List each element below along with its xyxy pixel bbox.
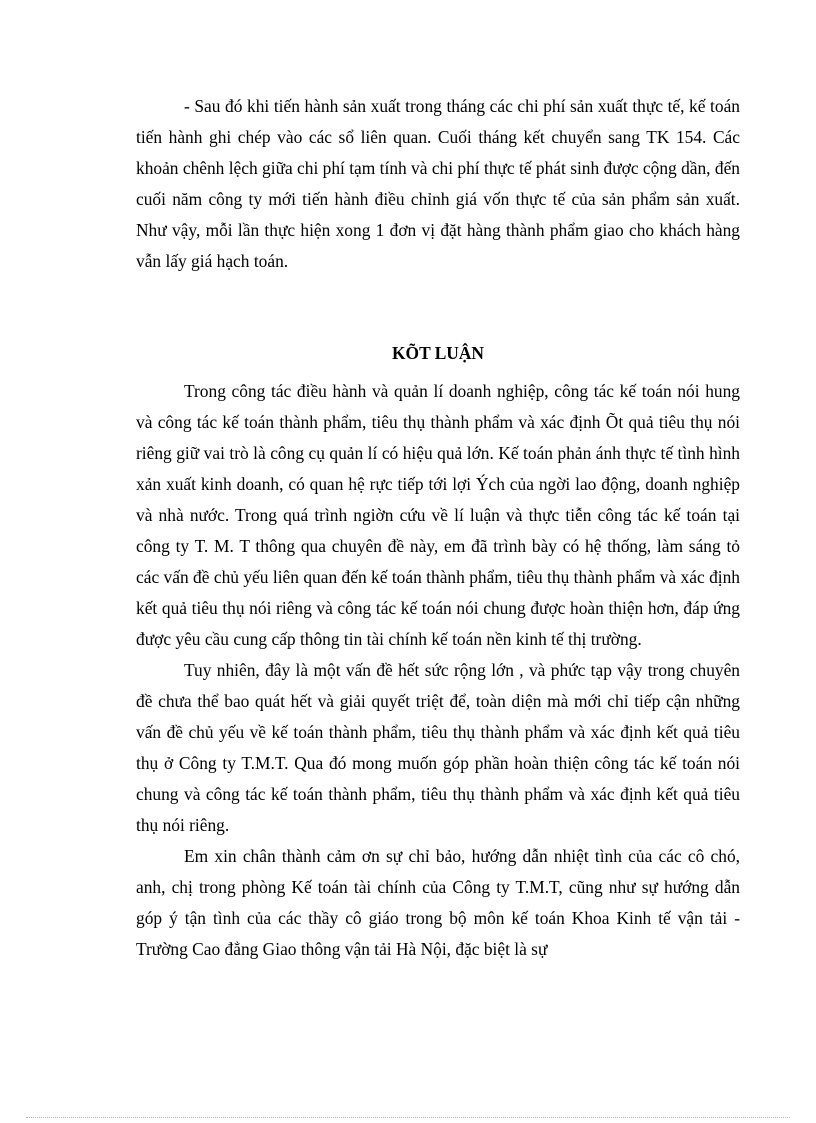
intro-paragraph: - Sau đó khi tiến hành sản xuất trong tháng các chi phí sản xuất thực tế, kế toán tiến hành ghi chép vào các sổ liên quan. Cuối tháng kết chuyển sang TK 154. Các khoản chênh lệch giữa chi phí tạm tính và chi phí thực tế phát sinh được cộng dần, đến cuối năm công ty mới tiến hành điều chỉnh giá vốn thực tế của sản phẩm sản xuất. Như vậy, mỗi lần thực hiện xong 1 đơn vị đặt hàng thành phẩm giao cho khách hàng vẫn lấy giá hạch toán. [136, 96, 740, 271]
conclusion-paragraph-1: Trong công tác điều hành và quản lí doanh nghiệp, công tác kế toán nói hung và công tác kế toán thành phẩm, tiêu thụ thành phẩm và xác định Õt quả tiêu thụ nói riêng giữ vai trò là công cụ quản lí có hiệu quả lớn. Kế toán phản ánh thực tế tình hình xản xuất kinh doanh, có quan hệ rực tiếp tới lợi Ých của ngời lao động, doanh nghiệp và nhà nước. Trong quá trình ngiờn cứu về lí luận và thực tiễn công tác kế toán tại công ty T. M. T thông qua chuyên đề này, em đã trình bày có hệ thống, làm sáng tỏ các vấn đề chủ yếu liên quan đến kế toán thành phẩm, tiêu thụ thành phẩm và xác định kết quả tiêu thụ nói riêng và công tác kế toán nói chung được hoàn thiện hơn, đáp ứng được yêu cầu cung cấp thông tin tài chính kế toán nền kinh tế thị trường. [136, 381, 740, 649]
conclusion-paragraph-3: Em xin chân thành cảm ơn sự chỉ bảo, hướng dẫn nhiệt tình của các cô chó, anh, chị trong phòng Kế toán tài chính của Công ty T.M.T, cũng như sự hướng dẫn góp ý tận tình của các thầy cô giáo trong bộ môn kế toán Khoa Kinh tế vận tải - Trường Cao đẳng Giao thông vận tải Hà Nội, đặc biệt là sự [136, 846, 740, 959]
page-bottom-divider [26, 1117, 790, 1118]
conclusion-body [136, 376, 740, 965]
intro-section [136, 91, 740, 277]
conclusion-heading: KÕT LUẬN [392, 343, 484, 363]
conclusion-paragraph-2: Tuy nhiên, đây là một vấn đề hết sức rộng lớn , và phức tạp vậy trong chuyên đề chưa thể bao quát hết và giải quyết triệt để, toàn diện mà mới chỉ tiếp cận những vấn đề chủ yếu về kế toán thành phẩm, tiêu thụ thành phẩm và xác định kết quả tiêu thụ ở Công ty T.M.T. Qua đó mong muốn góp phần hoàn thiện công tác kế toán nói chung và công tác kế toán thành phẩm, tiêu thụ thành phẩm và xác định kết quả tiêu thụ nói riêng. [136, 660, 740, 835]
